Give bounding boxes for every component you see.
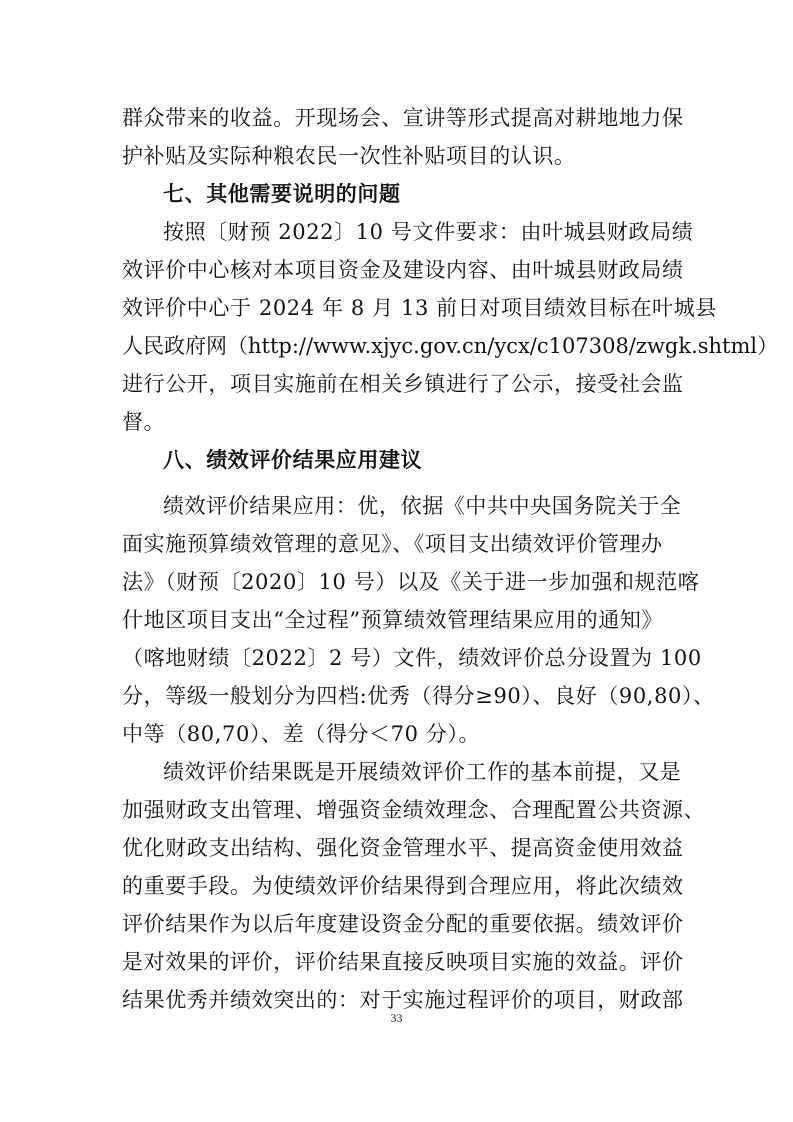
paragraph-line: 什地区项目支出“全过程”预算绩效管理结果应用的通知》	[122, 608, 664, 632]
section-heading-8: 八、绩效评价结果应用建议	[163, 447, 423, 472]
paragraph-line: 绩效评价结果既是开展绩效评价工作的基本前提，又是	[163, 760, 682, 784]
paragraph-line: 分，等级一般划分为四档:优秀（得分≥90）、良好（90,80）、	[122, 684, 715, 708]
paragraph-line: 进行公开，项目实施前在相关乡镇进行了公示，接受社会监	[122, 372, 684, 396]
paragraph-line: 结果优秀并绩效突出的：对于实施过程评价的项目，财政部	[122, 988, 684, 1012]
paragraph-line-url: 人民政府网（http://www.xjyc.gov.cn/ycx/c107308/zwgk.shtml）	[122, 334, 779, 358]
paragraph-line: 护补贴及实际种粮农民一次性补贴项目的认识。	[122, 144, 576, 168]
paragraph-line: 中等（80,70）、差（得分＜70 分）。	[122, 722, 481, 746]
paragraph-line: 效评价中心于 2024 年 8 月 13 前日对项目绩效目标在叶城县	[122, 296, 717, 320]
paragraph-line: 法》（财预〔2020〕10 号）以及《关于进一步加强和规范喀	[122, 570, 700, 594]
paragraph-line: 加强财政支出管理、增强资金绩效理念、合理配置公共资源、	[122, 798, 706, 822]
paragraph-line: 的重要手段。为使绩效评价结果得到合理应用，将此次绩效	[122, 874, 684, 898]
paragraph-line: 群众带来的收益。开现场会、宣讲等形式提高对耕地地力保	[122, 106, 684, 130]
section-heading-7: 七、其他需要说明的问题	[163, 181, 401, 206]
paragraph-line: 优化财政支出结构、强化资金管理水平、提高资金使用效益	[122, 836, 684, 860]
paragraph-line: 是对效果的评价，评价结果直接反映项目实施的效益。评价	[122, 950, 684, 974]
paragraph-line: 评价结果作为以后年度建设资金分配的重要依据。绩效评价	[122, 912, 684, 936]
page-number: 33	[390, 1011, 403, 1025]
paragraph-line: （喀地财绩〔2022〕2 号）文件，绩效评价总分设置为 100	[122, 646, 702, 670]
paragraph-line: 按照〔财预 2022〕10 号文件要求：由叶城县财政局绩	[163, 220, 694, 244]
paragraph-line: 绩效评价结果应用：优，依据《中共中央国务院关于全	[163, 494, 682, 518]
paragraph-line: 面实施预算绩效管理的意见》、《项目支出绩效评价管理办	[122, 532, 663, 556]
paragraph-line: 督。	[122, 410, 166, 434]
paragraph-line: 效评价中心核对本项目资金及建设内容、由叶城县财政局绩	[122, 258, 684, 282]
